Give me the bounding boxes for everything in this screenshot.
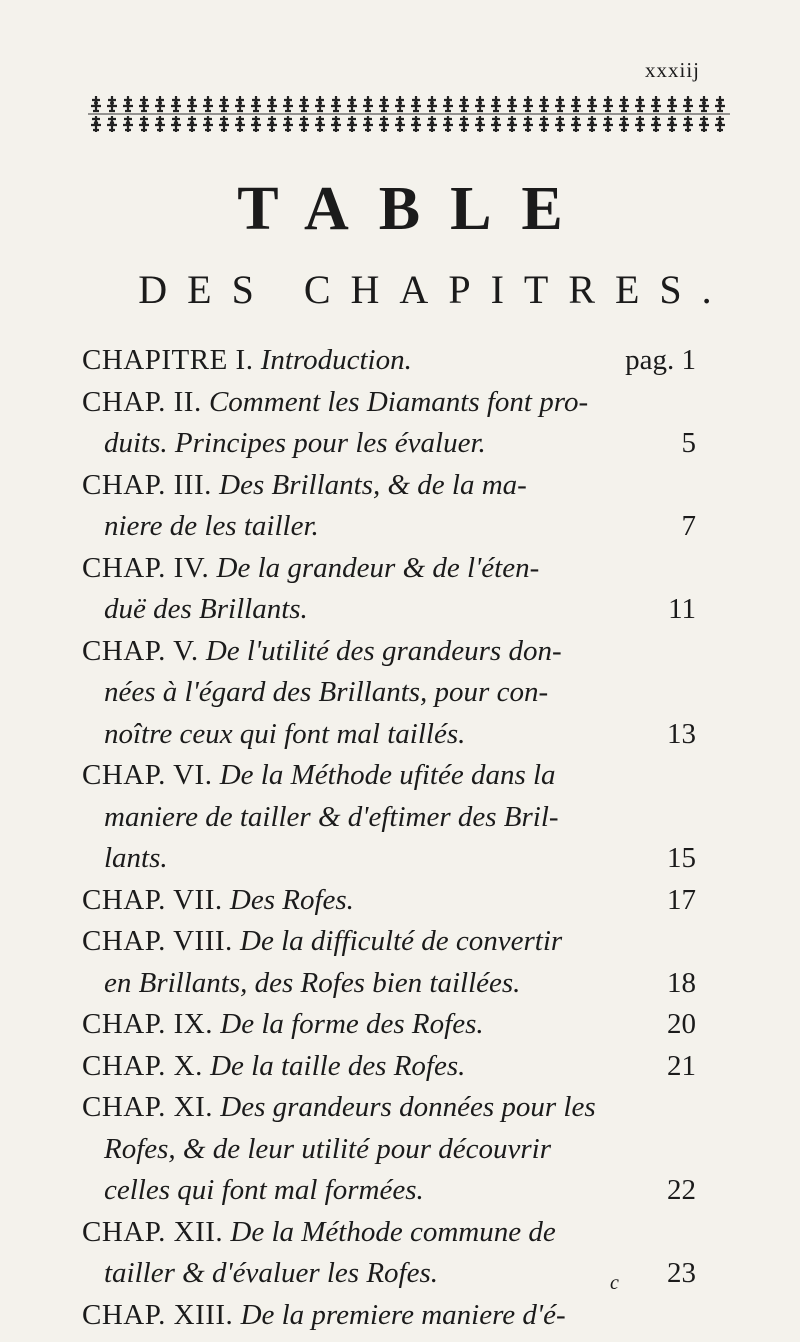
chapter-number: CHAP. X. bbox=[82, 1049, 203, 1082]
page-number: 7 bbox=[681, 510, 696, 542]
chapter-number: CHAP. VII. bbox=[82, 883, 223, 916]
toc-entry-text bbox=[104, 1253, 438, 1295]
toc-entry-text bbox=[104, 1170, 424, 1212]
toc-entry-text bbox=[82, 548, 539, 590]
toc-entry-text bbox=[104, 506, 319, 548]
toc-entry-line bbox=[82, 797, 696, 839]
chapter-number: CHAP. III. bbox=[82, 468, 212, 501]
toc-entry-line bbox=[82, 1004, 696, 1046]
toc-entry-text bbox=[104, 1129, 551, 1171]
toc-entry-line bbox=[82, 1212, 696, 1254]
toc-entry-line bbox=[82, 1046, 696, 1088]
chapter-number: CHAP. VI. bbox=[82, 759, 213, 791]
decorative-border-ornament bbox=[88, 94, 730, 134]
toc-entry-line bbox=[82, 382, 696, 424]
toc-entry bbox=[82, 340, 696, 382]
toc-entry-text bbox=[82, 1046, 465, 1088]
toc-entry-line bbox=[82, 880, 696, 922]
page-number: pag. 1 bbox=[625, 344, 696, 376]
chapter-title: Comment les Diamants font pro- bbox=[208, 385, 589, 418]
page-number: 13 bbox=[667, 717, 696, 750]
toc-entry bbox=[82, 1004, 696, 1046]
chapter-title: De l'utilité des grandeurs don- bbox=[205, 634, 562, 667]
chapter-title: De la difficulté de convertir bbox=[240, 925, 563, 957]
toc-entry-text bbox=[104, 672, 548, 714]
toc-entry-text bbox=[104, 589, 308, 631]
page-number: 18 bbox=[667, 966, 696, 999]
chapter-title: De la taille des Rofes. bbox=[210, 1049, 466, 1082]
chapter-number: CHAP. IV. bbox=[82, 551, 210, 584]
toc-entry-line bbox=[82, 1087, 696, 1129]
chapter-number: CHAP. XII. bbox=[82, 1215, 224, 1248]
toc-entry-line bbox=[82, 1170, 696, 1212]
page-number: 23 bbox=[667, 1257, 696, 1289]
toc-entry-text bbox=[82, 631, 562, 673]
chapter-number: CHAP. V. bbox=[82, 634, 199, 667]
toc-entry-text bbox=[82, 465, 527, 507]
toc-entry bbox=[82, 1087, 696, 1212]
page-number: 22 bbox=[667, 1174, 696, 1206]
page-signature: xxxiij bbox=[644, 58, 700, 82]
page-subtitle: DES CHAPITRES. bbox=[138, 267, 732, 312]
toc-entry-text bbox=[104, 423, 486, 465]
chapter-title: maniere de tailler & d'eftimer des Bril- bbox=[104, 800, 559, 833]
toc-entry-text bbox=[82, 340, 412, 382]
toc-entry-text bbox=[82, 1004, 484, 1046]
chapter-title: en Brillants, des Rofes bien taillées. bbox=[104, 966, 521, 999]
toc-entry-text bbox=[82, 921, 562, 963]
toc-entry bbox=[82, 921, 696, 1004]
chapter-title: Rofes, & de leur utilité pour découvrir bbox=[104, 1132, 552, 1165]
chapter-number: CHAP. VIII. bbox=[82, 925, 233, 957]
chapter-title: noître ceux qui font mal taillés. bbox=[104, 717, 466, 750]
chapter-title: De la premiere maniere d'é- bbox=[240, 1298, 566, 1331]
page-title: TABLE bbox=[237, 175, 593, 243]
toc-entry bbox=[82, 1046, 696, 1088]
toc-entry-text bbox=[82, 755, 556, 797]
toc-entry-text bbox=[82, 880, 354, 922]
chapter-title: celles qui font mal formées. bbox=[104, 1174, 424, 1206]
toc-entry-text bbox=[104, 714, 465, 756]
chapter-number: CHAP. IX. bbox=[82, 1008, 213, 1040]
toc-entry-line bbox=[82, 672, 696, 714]
chapter-title: De la forme des Rofes. bbox=[220, 1008, 484, 1040]
catchword: c bbox=[610, 1272, 619, 1294]
chapter-title: De la Méthode commune de bbox=[230, 1215, 556, 1248]
table-of-contents bbox=[82, 340, 696, 1336]
chapter-title: Des Brillants, & de la ma- bbox=[219, 468, 527, 501]
chapter-title: Des Rofes. bbox=[229, 883, 354, 916]
toc-entry-line bbox=[82, 340, 696, 382]
toc-entry-line bbox=[82, 921, 696, 963]
toc-entry bbox=[82, 382, 696, 465]
chapter-title: tailler & d'évaluer les Rofes. bbox=[104, 1257, 438, 1289]
chapter-title: duë des Brillants. bbox=[104, 593, 308, 625]
toc-entry bbox=[82, 631, 696, 756]
chapter-title: niere de les tailler. bbox=[104, 510, 319, 542]
toc-entry-text bbox=[104, 838, 168, 880]
toc-entry bbox=[82, 1295, 696, 1337]
page-number: 17 bbox=[667, 883, 696, 916]
toc-entry-line bbox=[82, 548, 696, 590]
toc-entry-line bbox=[82, 1295, 696, 1337]
toc-entry-line bbox=[82, 755, 696, 797]
toc-entry-line bbox=[82, 1253, 696, 1295]
page-number: 11 bbox=[668, 593, 696, 625]
chapter-title: lants. bbox=[104, 842, 168, 874]
toc-entry-line bbox=[82, 838, 696, 880]
toc-entry bbox=[82, 880, 696, 922]
chapter-title: Des grandeurs données pour les bbox=[220, 1091, 596, 1123]
toc-entry bbox=[82, 465, 696, 548]
toc-entry-text bbox=[82, 1087, 596, 1129]
toc-entry-text bbox=[82, 382, 588, 424]
toc-entry-text bbox=[104, 963, 520, 1005]
toc-entry-text bbox=[82, 1212, 556, 1254]
toc-entry-text bbox=[82, 1295, 566, 1337]
page-number: 15 bbox=[667, 842, 696, 874]
toc-entry bbox=[82, 1212, 696, 1295]
page-number: 21 bbox=[667, 1049, 696, 1082]
chapter-number: CHAP. XI. bbox=[82, 1091, 213, 1123]
toc-entry-line bbox=[82, 714, 696, 756]
ornament-band bbox=[88, 94, 730, 134]
chapter-number: CHAP. II. bbox=[82, 385, 202, 418]
page-number: 5 bbox=[681, 427, 696, 459]
toc-entry bbox=[82, 548, 696, 631]
chapter-title: De la Méthode ufitée dans la bbox=[219, 759, 556, 791]
chapter-number: CHAPITRE I. bbox=[82, 344, 254, 376]
toc-entry-line bbox=[82, 631, 696, 673]
toc-entry-line bbox=[82, 963, 696, 1005]
chapter-title: De la grandeur & de l'éten- bbox=[216, 551, 540, 584]
toc-entry-line bbox=[82, 465, 696, 507]
chapter-number: CHAP. XIII. bbox=[82, 1298, 234, 1331]
toc-entry-text bbox=[104, 797, 559, 839]
page-number: 20 bbox=[667, 1008, 696, 1040]
chapter-title: nées à l'égard des Brillants, pour con- bbox=[104, 676, 549, 708]
chapter-title: Introduction. bbox=[260, 344, 412, 376]
toc-entry-line bbox=[82, 589, 696, 631]
toc-entry-line bbox=[82, 1129, 696, 1171]
toc-entry-line bbox=[82, 506, 696, 548]
chapter-title: duits. Principes pour les évaluer. bbox=[104, 427, 486, 459]
toc-entry-line bbox=[82, 423, 696, 465]
toc-entry bbox=[82, 755, 696, 880]
